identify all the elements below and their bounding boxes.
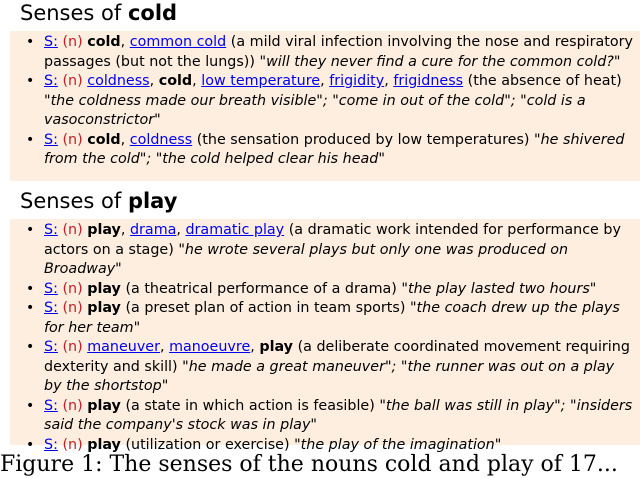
sense-gloss: (a preset plan of action in team sports) (125, 300, 406, 316)
lemma-word: cold (87, 131, 121, 148)
sense-gloss: (a state in which action is feasible) (125, 397, 375, 414)
sense-examples: "will they never find a cure for the common cold?" (259, 53, 621, 70)
sense-gloss: (a deliberate coordinated movement requiring dexterity and skill) (44, 339, 630, 375)
part-of-speech: (n) (62, 34, 83, 50)
synonym-link[interactable]: frigidness (393, 73, 464, 89)
lemma-word: cold (87, 34, 121, 50)
sense-gloss: (a theatrical performance of a drama) (125, 280, 397, 297)
cold-senses-heading (20, 0, 177, 26)
synset-link[interactable]: S: (44, 436, 58, 453)
sense-gloss: (the sensation produced by low temperatures) (196, 131, 530, 148)
synonym-link[interactable]: coldness (129, 131, 193, 148)
synonym-link[interactable]: manoeuvre (169, 339, 251, 355)
synonym-link[interactable]: maneuver (87, 339, 160, 355)
lemma-word: play (259, 339, 294, 355)
sense-examples: "the coldness made our breath visible"; "come in out of the cold"; "cold is a vasoconstrictor" (44, 92, 586, 128)
synset-link[interactable]: S: (44, 280, 58, 297)
part-of-speech: (n) (62, 436, 83, 453)
lemma-word: play (87, 280, 121, 297)
cold-heading-prefix: Senses of (20, 1, 128, 25)
synset-link[interactable]: S: (44, 300, 58, 316)
play-heading-prefix: Senses of (20, 189, 128, 213)
synset-link[interactable]: S: (44, 397, 58, 414)
sense-gloss: (utilization or exercise) (125, 436, 290, 453)
sense-item: • S: (n) coldness, cold, low temperature, frigidity, frigidness (the absence of heat) "the coldness made our breath visible"; "come in out of the cold"; "cold is a vasoconstrictor" (44, 72, 634, 131)
synset-link[interactable]: S: (44, 131, 58, 148)
part-of-speech: (n) (62, 131, 83, 148)
part-of-speech: (n) (62, 397, 83, 414)
sense-examples: "he wrote several plays but only one was produced on Broadway" (44, 241, 569, 277)
sense-item (44, 397, 634, 436)
part-of-speech: (n) (62, 222, 83, 238)
sense-examples: "the ball was still in play"; "insiders said the company's stock was in play" (44, 397, 633, 433)
cold-senses-panel (10, 31, 640, 181)
play-heading-word: play (127, 189, 178, 213)
synonym-link[interactable]: drama (129, 222, 177, 238)
sense-item: • S: (n) cold, coldness (the sensation produced by low temperatures) "he shivered from the cold"; "the cold helped clear his head" (44, 131, 634, 170)
sense-gloss: (a mild viral infection involving the nose and respiratory passages (but not the lungs)) (44, 34, 633, 70)
figure-caption: Figure 1: The senses of the nouns cold and play of 17... (0, 452, 618, 477)
synset-link[interactable]: S: (44, 73, 58, 89)
synonym-link[interactable]: frigidity (329, 73, 385, 89)
play-senses-panel (10, 219, 640, 453)
sense-examples: "the coach drew up the plays for her team" (44, 300, 620, 336)
sense-item (44, 280, 634, 300)
sense-item: • S: (n) cold, common cold (a mild viral infection involving the nose and respiratory passages (but not the lungs)) "will they never find a cure for the common cold?" (44, 33, 634, 72)
part-of-speech: (n) (62, 339, 83, 355)
synset-link[interactable]: S: (44, 339, 58, 355)
play-senses-list (10, 219, 640, 455)
sense-item (44, 299, 634, 338)
synonym-link[interactable]: coldness (87, 73, 150, 89)
lemma-word: play (87, 397, 121, 414)
cold-heading-word: cold (127, 1, 178, 25)
sense-examples: "he made a great maneuver"; "the runner was out on a play by the shortstop" (44, 358, 615, 394)
synonym-link[interactable]: dramatic play (185, 222, 285, 238)
synonym-link[interactable]: common cold (129, 34, 227, 50)
lemma-word: cold (158, 73, 193, 89)
play-senses-heading (20, 188, 177, 214)
sense-examples: "the play lasted two hours" (401, 280, 597, 297)
lemma-word: play (87, 222, 121, 238)
part-of-speech: (n) (62, 73, 83, 89)
cold-senses-list (10, 31, 640, 170)
sense-gloss: (the absence of heat) (467, 73, 622, 89)
sense-gloss: (a dramatic work intended for performance by actors on a stage) (44, 222, 621, 258)
synset-link[interactable]: S: (44, 222, 58, 238)
part-of-speech: (n) (62, 300, 83, 316)
sense-item: • S: (n) maneuver, manoeuvre, play (a deliberate coordinated movement requiring dexterity and skill) "he made a great maneuver"; "the runner was out on a play by the shortstop" (44, 338, 634, 397)
sense-examples: "the play of the imagination" (294, 436, 502, 453)
synonym-link[interactable]: low temperature (201, 73, 321, 89)
sense-examples: "he shivered from the cold"; "the cold helped clear his head" (44, 131, 625, 167)
synset-link[interactable]: S: (44, 34, 58, 50)
lemma-word: play (87, 300, 121, 316)
sense-item: • S: (n) play, drama, dramatic play (a dramatic work intended for performance by actors on a stage) "he wrote several plays but only one was produced on Broadway" (44, 221, 634, 280)
part-of-speech: (n) (62, 280, 83, 297)
lemma-word: play (87, 436, 121, 453)
